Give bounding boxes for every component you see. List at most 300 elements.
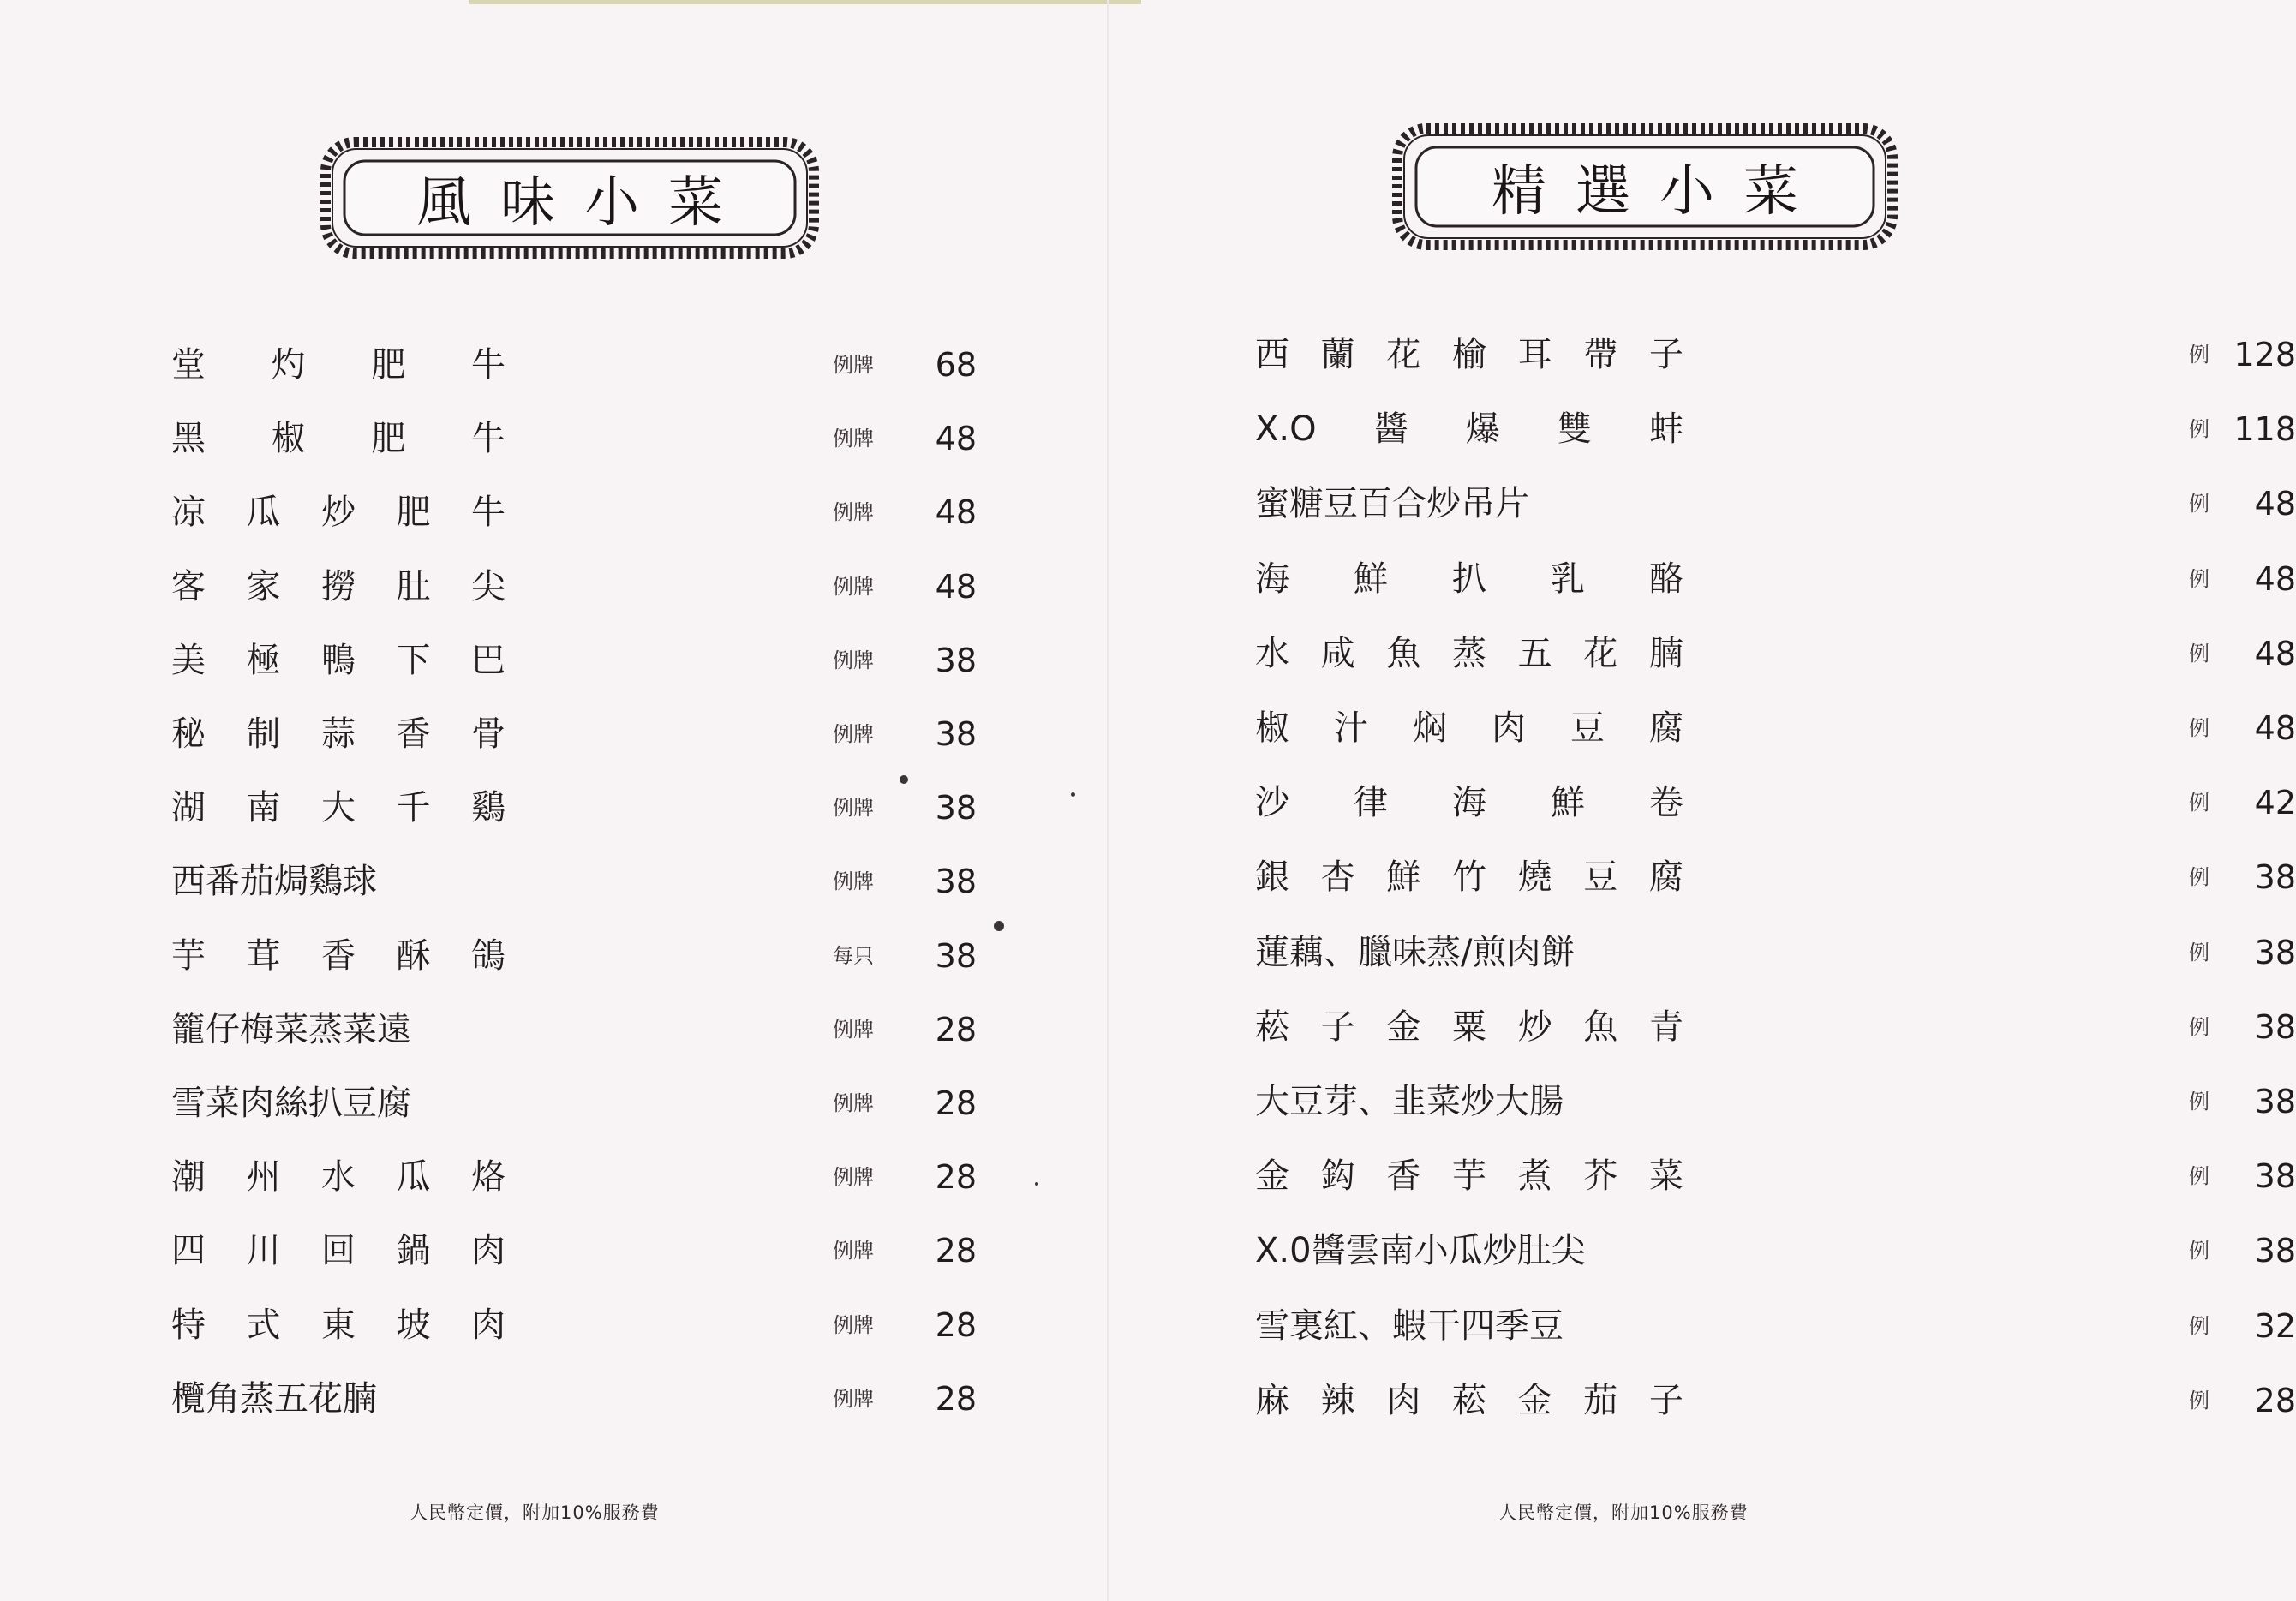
dish-name-char: 牛 [471,493,505,533]
dish-name-char: 糖 [1289,484,1324,524]
dish-name-char: 西 [1255,335,1289,374]
menu-page-right [1101,0,2296,1601]
dish-price: 38 [2254,858,2296,897]
portion-unit: 例牌 [833,1386,874,1411]
dish-name-char: 遠 [377,1009,411,1049]
dish-name-char: 凉 [171,493,206,533]
dish-name-char: 湖 [171,788,206,828]
portion-unit: 例 [2189,417,2209,442]
portion-unit: 例 [2189,1239,2209,1263]
dish-name-char: 客 [171,566,206,606]
dish-name-char: 骨 [471,714,505,754]
section-title: 精選小菜 [1492,160,1827,224]
dish-name-char: 絲 [274,1084,308,1123]
menu-item-row [1255,697,2296,759]
dish-name-char: 花 [308,1378,343,1419]
dish-name-char: 腩 [1648,633,1683,673]
price-note-footer: 人民幣定價，附加10%服務費 [410,1502,660,1523]
dish-name [171,1368,505,1430]
dish-name-char: 梅 [240,1009,274,1049]
dish-name-char: 雲 [1345,1231,1380,1271]
dish-name-char: 韭 [1392,1082,1426,1121]
dish-name-char: 鍋 [396,1231,431,1271]
dish-name-char: / [1461,932,1473,972]
dish-name-char: 菜 [274,1009,308,1049]
dish-name-char: 仔 [206,1009,240,1049]
dish-name-char: 藕 [1289,932,1324,972]
dish-name [1255,1145,1683,1207]
dish-name-char: 紅 [1324,1305,1358,1346]
dish-price: 48 [2254,485,2296,523]
dish-name-char: 鷄 [471,788,505,828]
dish-name [171,1220,505,1281]
portion-unit: 例牌 [833,1017,874,1042]
portion-unit: 例 [2189,791,2209,815]
dish-name-char: 蝦 [1392,1305,1426,1346]
dish-name-char: 律 [1354,783,1388,823]
dish-name-char: 美 [171,640,206,680]
dish-name-char: 椒 [1255,708,1289,748]
menu-item-row [1255,846,2296,908]
portion-unit: 例牌 [833,353,874,377]
dish-price: 38 [935,641,977,679]
dish-name [171,1146,505,1208]
dish-name-char: 豆 [1324,484,1358,524]
dish-price: 38 [2254,1232,2296,1270]
dish-name-char: 扒 [1452,559,1486,599]
dish-name-char: 巴 [471,640,505,680]
dish-price: 48 [935,420,977,458]
ink-speck [900,775,908,784]
dish-name-char: 腩 [343,1378,377,1419]
dish-name-char: 香 [321,935,356,976]
dish-name-char: 蒸 [1426,932,1461,972]
menu-item-row [171,1220,977,1281]
dish-name-char: X.O [1255,409,1317,450]
menu-item-row [1255,922,2296,983]
dish-name-char: 球 [343,862,377,902]
dish-name-char: 肉 [1386,1380,1421,1420]
dish-name-char: 番 [206,862,240,902]
dish-name-char: 芋 [1451,1156,1486,1197]
dish-name-char: 蘭 [1320,335,1355,374]
dish-price: 48 [2254,559,2296,598]
dish-name-char: 茄 [1583,1380,1618,1420]
dish-name-char: 香 [396,714,431,754]
dish-name-char: 榆 [1451,335,1486,374]
portion-unit: 例牌 [833,1239,874,1263]
dish-name-char: 子 [1320,1007,1355,1047]
dish-price: 32 [2254,1306,2296,1345]
dish-name-char: 、 [1324,932,1358,972]
dish-name-char: 干 [1426,1305,1461,1346]
dish-name-char: 肉 [1506,932,1541,972]
menu-item-row [171,481,977,543]
dish-name-char: 煎 [1472,932,1507,972]
portion-unit: 每只 [833,943,874,968]
dish-name-char: 花 [1386,335,1421,374]
dish-name-char: 菜 [1648,1156,1683,1197]
menu-item-row [171,925,977,987]
dish-name-char: 角 [206,1378,240,1419]
dish-name-char: 州 [246,1157,281,1198]
dish-name [171,1294,505,1356]
dish-name-char: 焖 [1413,708,1447,748]
dish-name-char: 、 [1358,1082,1392,1121]
menu-item-row [1255,548,2296,610]
menu-item-row [1255,1295,2296,1357]
dish-name-char: 大 [321,788,356,828]
portion-unit: 例 [2189,716,2209,740]
portion-unit: 例牌 [833,796,874,821]
dish-name-char: 牛 [470,419,505,459]
dish-name-char: 瓜 [246,493,281,533]
dish-name-char: 川 [246,1231,281,1271]
dish-name-char: 灼 [271,345,306,385]
dish-price: 38 [935,789,977,827]
dish-name-char: 蒸 [240,1378,274,1419]
dish-name-char: 吊 [1461,484,1495,524]
dish-name-char: 酪 [1649,559,1683,599]
ink-speck [994,921,1004,931]
dish-price: 28 [935,1010,977,1048]
dish-name-char: 金 [1386,1007,1421,1047]
dish-name [171,1072,505,1134]
dish-name-char: 制 [246,714,281,754]
dish-name [171,777,505,839]
dish-name-char: 肥 [371,419,406,459]
ink-speck [1071,792,1075,797]
portion-unit: 例 [2189,940,2209,965]
menu-item-row [171,556,977,618]
dish-price: 28 [935,1158,977,1197]
dish-price: 38 [2254,933,2296,971]
portion-unit: 例牌 [833,1312,874,1337]
dish-name-char: 肚 [1516,1231,1552,1271]
dish-name [171,630,505,691]
dish-name-char: 豆 [1583,857,1618,898]
dish-name [171,481,505,543]
dish-name-char: 金 [1517,1380,1552,1420]
dish-name-char: 煮 [1517,1156,1552,1197]
dish-price: 48 [935,493,977,532]
dish-name-char: 菜 [206,1084,240,1123]
dish-name-char: 魚 [1386,633,1421,673]
dish-name-char: 鈎 [1320,1156,1355,1197]
dish-name-char: 子 [1648,1380,1683,1420]
dish-name-char: 蒸 [308,1009,343,1049]
dish-name [1255,398,1683,460]
portion-unit: 例 [2189,641,2209,666]
menu-item-row [171,851,977,912]
dish-name-char: 魚 [1583,1007,1618,1047]
dish-name-char: 尖 [471,566,505,606]
menu-item-row [1255,324,2296,385]
dish-price: 68 [935,346,977,384]
dish-name [171,999,505,1060]
menu-item-row [1255,473,2296,535]
dish-name-char: 瓜 [396,1157,431,1198]
menu-item-row [1255,398,2296,460]
dish-name-char: 豆 [1289,1082,1324,1121]
portion-unit: 例牌 [833,574,874,599]
dish-name [1255,922,1683,983]
dish-price: 28 [935,1232,977,1270]
dish-name-char: 雙 [1557,409,1592,450]
dish-name-char: 南 [1379,1231,1414,1271]
dish-price: 28 [935,1084,977,1122]
ink-speck [1035,1182,1038,1186]
dish-price: 38 [935,715,977,753]
dish-price: 38 [935,936,977,975]
portion-unit: 例 [2189,566,2209,591]
dish-name-char: 粟 [1451,1007,1486,1047]
dish-name-char: 家 [246,566,281,606]
dish-name-char: 醬 [1311,1231,1346,1271]
dish-name-char: 肚 [396,566,431,606]
dish-price: 48 [935,567,977,606]
dish-name-char: 潮 [171,1157,206,1198]
dish-name-char: 炒 [1461,1082,1495,1121]
dish-name [1255,1220,1683,1281]
menu-item-row [171,703,977,765]
dish-name-char: 卷 [1649,783,1683,823]
dish-name-char: 汁 [1334,708,1368,748]
dish-name-char: 炒 [1426,484,1461,524]
dish-name-char: 雪 [171,1084,206,1123]
portion-unit: 例 [2189,1090,2209,1114]
dish-name-char: 水 [321,1157,356,1198]
dish-price: 28 [935,1379,977,1418]
dish-name-char: 海 [1255,559,1289,599]
menu-item-row [1255,623,2296,684]
dish-name-char: 裏 [1289,1305,1324,1346]
dish-name-char: 炒 [1517,1007,1552,1047]
dish-name-char: 百 [1358,484,1392,524]
dish-name [1255,996,1683,1058]
dish-name-char: 欖 [171,1378,206,1419]
dish-name-char: 水 [1255,633,1289,673]
menu-item-row [1255,1370,2296,1431]
dish-name-char: 撈 [321,566,356,606]
menu-item-row [171,1294,977,1356]
dish-price: 38 [935,863,977,901]
dish-name [1255,623,1683,684]
dish-name-char: 豆 [1570,708,1605,748]
dish-price: 118 [2233,410,2296,449]
dish-name [171,851,505,912]
menu-item-row [171,1072,977,1134]
dish-price: 28 [935,1305,977,1344]
dish-name-char: 蓮 [1255,932,1289,972]
dish-name [171,408,505,469]
dish-name-char: 花 [1583,633,1618,673]
price-note-footer: 人民幣定價，附加10%服務費 [1498,1502,1749,1523]
dish-name-char: 耳 [1517,335,1552,374]
dish-name-char: 燒 [1517,857,1552,898]
dish-name-char: 餅 [1540,932,1576,972]
dish-name-char: 南 [246,788,281,828]
dish-name-char: 菜 [343,1009,377,1049]
dish-name-char: 海 [1452,783,1486,823]
dish-name-char: 式 [246,1305,281,1345]
dish-price: 38 [2254,1157,2296,1196]
dish-name [1255,548,1683,610]
dish-name-char: 小 [1414,1231,1449,1271]
dish-name-char: 季 [1495,1305,1529,1346]
menu-item-row [171,777,977,839]
menu-item-row [1255,1145,2296,1207]
dish-name-char: 腸 [1529,1082,1564,1121]
menu-item-row [1255,1071,2296,1132]
dish-name-char: 四 [171,1231,206,1271]
portion-unit: 例牌 [833,427,874,451]
dish-name-char: 極 [246,640,281,680]
menu-item-row [171,630,977,691]
dish-name-char: 芽 [1324,1082,1358,1121]
menu-item-row [1255,996,2296,1058]
dish-name [1255,1071,1683,1132]
dish-name-char: 五 [1517,633,1552,673]
dish-name-char: 竹 [1451,857,1486,898]
dish-name-char: 臘 [1358,932,1392,972]
dish-name [1255,697,1683,759]
dish-name-char: 肉 [471,1305,505,1345]
dish-name [1255,772,1683,833]
dish-price: 38 [2254,1083,2296,1120]
dish-name-char: 堂 [171,345,206,385]
dish-name [1255,1370,1683,1431]
dish-name-char: 金 [1255,1156,1289,1197]
dish-name-char: 烙 [471,1157,505,1198]
dish-name-char: 扒 [308,1084,343,1123]
dish-name [171,556,505,618]
dish-name-char: 雪 [1255,1305,1289,1346]
dish-name-char: 辣 [1320,1380,1355,1420]
dish-price: 48 [2254,709,2296,747]
dish-name-char: 四 [1461,1305,1495,1346]
dish-name-char: 大 [1495,1082,1529,1121]
dish-name [171,703,505,765]
dish-price: 48 [2254,634,2296,672]
dish-name-char: 大 [1255,1082,1289,1121]
dish-name-char: 坡 [396,1305,431,1345]
dish-name-char: 銀 [1255,857,1289,898]
portion-unit: 例 [2189,1014,2209,1039]
dish-name-char: 肥 [371,345,406,385]
dish-name-char: 炒 [321,493,356,533]
dish-price: 128 [2233,336,2296,373]
dish-name-char: 豆 [1529,1305,1564,1346]
menu-item-row [171,1146,977,1208]
dish-name-char: 醬 [1373,409,1408,450]
dish-name [171,925,505,987]
portion-unit: 例牌 [833,1091,874,1115]
dish-name-char: 牛 [470,345,505,385]
dish-name [1255,846,1683,908]
portion-unit: 例 [2189,492,2209,517]
dish-name-char: 腐 [1648,857,1683,898]
portion-unit: 例牌 [833,722,874,746]
dish-name-char: 合 [1392,484,1426,524]
dish-name-char: 芥 [1583,1156,1618,1197]
dish-name-char: 東 [321,1305,356,1345]
dish-name-char: 尖 [1551,1231,1586,1271]
dish-name-char: 肥 [396,493,431,533]
dish-name [1255,324,1683,385]
dish-name-char: 杏 [1320,857,1355,898]
menu-item-row [171,334,977,396]
dish-name-char: 爆 [1465,409,1500,450]
dish-name-char: 鮮 [1551,783,1585,823]
dish-name-char: 豆 [343,1084,377,1123]
dish-name-char: 菘 [1451,1380,1486,1420]
dish-name [1255,1295,1683,1357]
dish-name-char: X.0 [1255,1231,1312,1271]
dish-name-char: 茄 [240,862,274,902]
section-title-box [1390,122,1899,252]
dish-name-char: 、 [1358,1305,1392,1346]
dish-name-char: 蒸 [1451,633,1486,673]
dish-name-char: 下 [396,640,431,680]
dish-name-char: 子 [1648,335,1683,374]
dish-name-char: 黑 [171,419,206,459]
dish-name-char: 椒 [271,419,306,459]
portion-unit: 例牌 [833,1165,874,1190]
dish-name-char: 秘 [171,714,206,754]
portion-unit: 例 [2189,1313,2209,1338]
dish-name [171,334,505,396]
dish-name-char: 特 [171,1305,206,1345]
dish-name-char: 肉 [471,1231,505,1271]
menu-item-row [1255,772,2296,833]
dish-name-char: 沙 [1255,783,1289,823]
portion-unit: 例 [2189,865,2209,890]
dish-name-char: 蜜 [1255,484,1289,524]
dish-name-char: 茸 [246,935,281,976]
dish-price: 28 [2254,1381,2296,1419]
dish-name-char: 肉 [1492,708,1526,748]
dish-name-char: 炒 [1482,1231,1517,1271]
dish-name-char: 麻 [1255,1380,1289,1420]
menu-page-left [0,0,1097,1601]
dish-name-char: 鴨 [321,640,356,680]
dish-name-char: 鮮 [1354,559,1388,599]
dish-name-char: 腐 [377,1084,411,1123]
portion-unit: 例牌 [833,648,874,672]
dish-name-char: 片 [1495,484,1529,524]
menu-item-row [1255,1220,2296,1281]
dish-name-char: 酥 [396,935,431,976]
dish-name-char: 咸 [1320,633,1355,673]
dish-name-char: 瓜 [1448,1231,1483,1271]
dish-name-char: 乳 [1551,559,1585,599]
dish-name-char: 鴿 [471,935,505,976]
portion-unit: 例牌 [833,500,874,525]
dish-name-char: 五 [274,1378,308,1419]
menu-item-row [171,999,977,1060]
portion-unit: 例 [2189,1388,2209,1413]
dish-name-char: 西 [171,862,206,902]
portion-unit: 例 [2189,1164,2209,1189]
dish-name-char: 菜 [1426,1082,1461,1121]
dish-name [1255,473,1683,535]
dish-price: 42 [2254,784,2296,822]
section-title: 風味小菜 [416,171,752,235]
dish-name-char: 芋 [171,935,206,976]
dish-name-char: 蒜 [321,714,356,754]
dish-name-char: 鮮 [1386,857,1421,898]
